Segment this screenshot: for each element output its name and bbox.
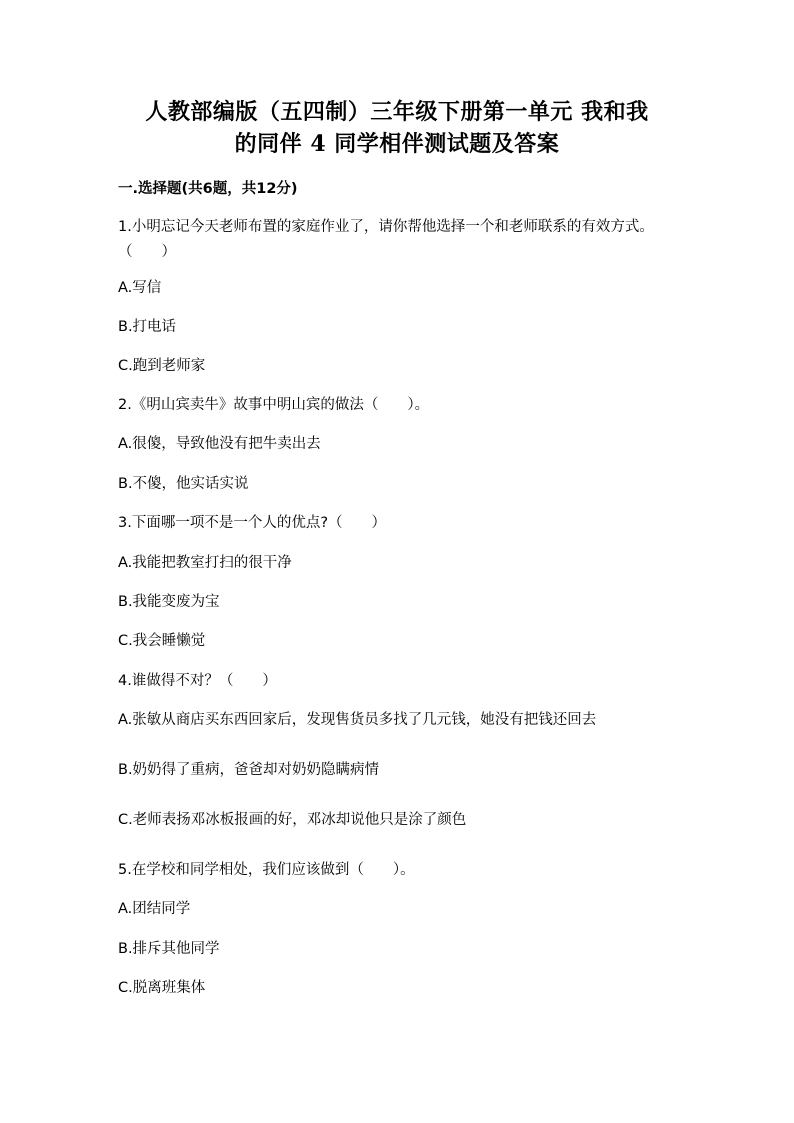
question-1-option-b: B.打电话 — [118, 319, 177, 335]
document-title-line-2: 的同伴 4 同学相伴测试题及答案 — [234, 131, 560, 157]
question-1-stem: 1.小明忘记今天老师布置的家庭作业了，请你帮他选择一个和老师联系的有效方式。（ ） — [118, 219, 654, 260]
section-heading: 一.选择题(共6题，共12分) — [118, 181, 298, 197]
question-3-option-a: A.我能把教室打扫的很干净 — [118, 555, 292, 571]
question-4-option-b: B.奶奶得了重病，爸爸却对奶奶隐瞒病情 — [118, 762, 380, 778]
question-4-option-c: C.老师表扬邓冰板报画的好，邓冰却说他只是涂了颜色 — [118, 812, 467, 828]
question-3-option-b: B.我能变废为宝 — [118, 594, 220, 610]
question-2-stem: 2.《明山宾卖牛》故事中明山宾的做法（ ）。 — [118, 397, 430, 413]
question-2-option-b: B.不傻，他实话实说 — [118, 476, 249, 492]
question-4-option-a: A.张敏从商店买东西回家后，发现售货员多找了几元钱，她没有把钱还回去 — [118, 712, 597, 728]
question-5-option-b: B.排斥其他同学 — [118, 941, 220, 957]
question-5-stem: 5.在学校和同学相处，我们应该做到（ ）。 — [118, 862, 415, 878]
question-5-option-c: C.脱离班集体 — [118, 980, 206, 996]
question-1-option-a: A.写信 — [118, 280, 162, 296]
question-1-option-c: C.跑到老师家 — [118, 358, 206, 374]
question-5-option-a: A.团结同学 — [118, 901, 191, 917]
question-2-option-a: A.很傻，导致他没有把牛卖出去 — [118, 436, 321, 452]
question-3-stem: 3.下面哪一项不是一个人的优点?（ ） — [118, 515, 387, 531]
document-title-line-1: 人教部编版（五四制）三年级下册第一单元 我和我 — [145, 99, 649, 125]
question-3-option-c: C.我会睡懒觉 — [118, 633, 206, 649]
question-4-stem: 4.谁做得不对？（ ） — [118, 673, 277, 689]
